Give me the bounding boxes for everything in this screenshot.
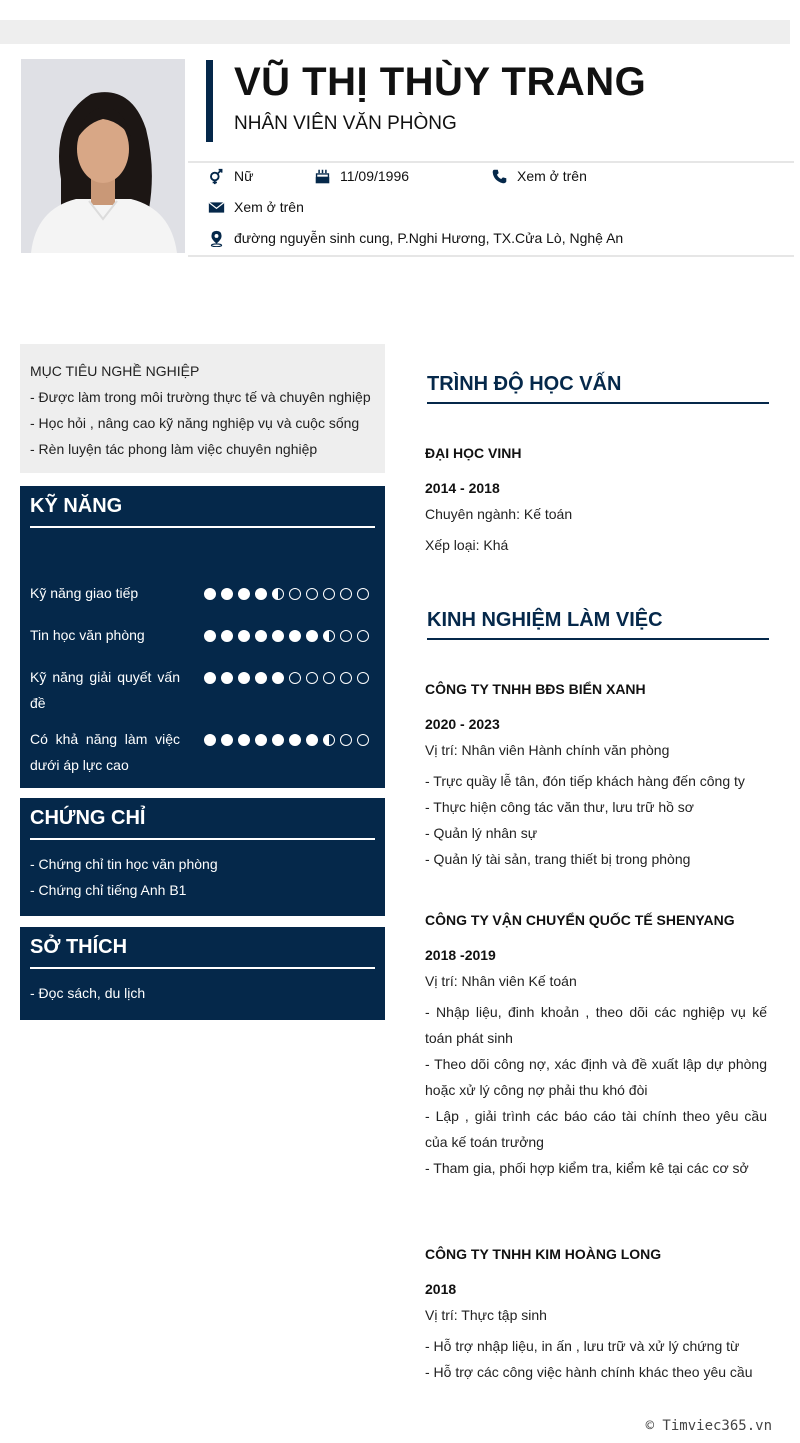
job-position: Vị trí: Nhân viên Hành chính văn phòng (425, 742, 670, 758)
rating-dot (272, 734, 284, 746)
hobbies-panel (20, 927, 385, 1020)
rating-dot (289, 672, 301, 684)
gender-icon (206, 167, 226, 185)
contact-birthday (312, 167, 409, 185)
certificates-panel (20, 798, 385, 916)
rating-dot (238, 630, 250, 642)
phone-icon (489, 167, 509, 185)
footer-copyright[interactable]: © Timviec365.vn (645, 1418, 772, 1434)
gender-value: Nữ (234, 168, 254, 184)
rating-dot (306, 672, 318, 684)
rating-dot (238, 734, 250, 746)
rating-dot (204, 588, 216, 600)
skill-rating (204, 734, 369, 746)
rating-dot (340, 734, 352, 746)
job-title: NHÂN VIÊN VĂN PHÒNG (234, 113, 457, 134)
objective-title: MỤC TIÊU NGHỀ NGHIỆP (30, 363, 200, 379)
name-accent-bar (206, 60, 213, 142)
hobbies-title: SỞ THÍCH (30, 927, 375, 969)
objective-line: - Rèn luyện tác phong làm việc chuyên nghiệp (30, 441, 318, 457)
certificates-title: CHỨNG CHỈ (30, 798, 375, 840)
address-value: đường nguyễn sinh cung, P.Nghi Hương, TX.Cửa Lò, Nghệ An (234, 230, 624, 246)
skill-rating (204, 672, 369, 684)
rating-dot (204, 630, 216, 642)
phone-value: Xem ở trên (517, 168, 587, 184)
rating-dot (255, 630, 267, 642)
contact-gender (206, 167, 253, 185)
objective-line: - Được làm trong môi trường thực tế và chuyên nghiệp (30, 389, 371, 405)
job-company: CÔNG TY VẬN CHUYỂN QUỐC TẾ SHENYANG (425, 912, 735, 928)
rating-dot (289, 734, 301, 746)
job-period: 2020 - 2023 (425, 716, 500, 732)
job-position: Vị trí: Thực tập sinh (425, 1307, 547, 1323)
rating-dot (204, 734, 216, 746)
education-major: Chuyên ngành: Kế toán (425, 506, 573, 522)
hobby-item: - Đọc sách, du lịch (30, 985, 146, 1001)
profile-photo (21, 59, 185, 253)
rating-dot (204, 672, 216, 684)
job-duty: - Hỗ trợ nhập liệu, in ấn , lưu trữ và xử lý chứng từ (425, 1338, 740, 1354)
rating-dot (323, 588, 335, 600)
rating-dot (306, 588, 318, 600)
birthday-cake-icon (312, 167, 332, 185)
job-duty: - Hỗ trợ các công việc hành chính khác theo yêu cầu (425, 1364, 753, 1380)
skills-title: KỸ NĂNG (30, 486, 375, 528)
rating-dot (289, 588, 301, 600)
certificate-item: - Chứng chỉ tin học văn phòng (30, 856, 218, 872)
rating-dot (255, 734, 267, 746)
contact-phone (489, 167, 587, 185)
top-bar (0, 20, 790, 44)
candidate-name: VŨ THỊ THÙY TRANG (234, 60, 647, 104)
job-duty: - Thực hiện công tác văn thư, lưu trữ hồ sơ (425, 799, 694, 815)
rating-dot (340, 630, 352, 642)
rating-dot (357, 734, 369, 746)
rating-dot (272, 672, 284, 684)
rating-dot (357, 672, 369, 684)
rating-dot (221, 630, 233, 642)
rating-dot (289, 630, 301, 642)
rating-dot (306, 734, 318, 746)
skill-name: Tin học văn phòng (30, 627, 145, 643)
portrait-image (21, 59, 185, 253)
rating-dot (323, 630, 335, 642)
job-company: CÔNG TY TNHH KIM HOÀNG LONG (425, 1246, 662, 1262)
job-duty: - Theo dõi công nợ, xác định và đề xuất lập dự phòng hoặc xử lý công nợ phải thu khó đòi (425, 1056, 767, 1098)
education-grade: Xếp loại: Khá (425, 537, 509, 553)
rating-dot (272, 630, 284, 642)
rating-dot (357, 630, 369, 642)
education-period: 2014 - 2018 (425, 480, 500, 496)
objective-line: - Học hỏi , nâng cao kỹ năng nghiệp vụ và cuộc sống (30, 415, 360, 431)
rating-dot (357, 588, 369, 600)
envelope-icon (206, 198, 226, 216)
rating-dot (255, 588, 267, 600)
job-position: Vị trí: Nhân viên Kế toán (425, 973, 577, 989)
rating-dot (255, 672, 267, 684)
skill-rating (204, 588, 369, 600)
rating-dot (238, 672, 250, 684)
skill-name: Có khả năng làm việc dưới áp lực cao (30, 731, 180, 773)
contact-email (206, 198, 304, 216)
skill-name: Kỹ năng giao tiếp (30, 585, 139, 601)
job-duty: - Quản lý tài sản, trang thiết bị trong phòng (425, 851, 691, 867)
education-title: TRÌNH ĐỘ HỌC VẤN (427, 373, 769, 404)
job-duty: - Trực quầy lễ tân, đón tiếp khách hàng đến công ty (425, 773, 745, 789)
rating-dot (221, 672, 233, 684)
job-duty: - Quản lý nhân sự (425, 825, 538, 841)
job-duty: - Lập , giải trình các báo cáo tài chính theo yêu cầu của kế toán trưởng (425, 1108, 767, 1150)
email-value: Xem ở trên (234, 199, 304, 215)
skill-rating (204, 630, 369, 642)
rating-dot (340, 672, 352, 684)
birthday-value: 11/09/1996 (340, 168, 410, 184)
skills-panel (20, 486, 385, 788)
rating-dot (221, 588, 233, 600)
rating-dot (306, 630, 318, 642)
job-duty: - Nhập liệu, đinh khoản , theo dõi các nghiệp vụ kế toán phát sinh (425, 1004, 767, 1046)
rating-dot (221, 734, 233, 746)
rating-dot (323, 672, 335, 684)
certificate-item: - Chứng chỉ tiếng Anh B1 (30, 882, 187, 898)
job-period: 2018 (425, 1281, 457, 1297)
career-objective (20, 344, 385, 473)
job-period: 2018 -2019 (425, 947, 496, 963)
job-company: CÔNG TY TNHH BĐS BIỂN XANH (425, 681, 646, 697)
job-duty: - Tham gia, phối hợp kiểm tra, kiểm kê tại các cơ sở (425, 1160, 749, 1176)
contact-address (206, 229, 623, 247)
experience-title: KINH NGHIỆM LÀM VIỆC (427, 609, 769, 640)
rating-dot (340, 588, 352, 600)
rating-dot (323, 734, 335, 746)
rating-dot (272, 588, 284, 600)
rating-dot (238, 588, 250, 600)
skill-name: Kỹ năng giải quyết vấn đề (30, 669, 180, 711)
map-pin-icon (206, 229, 226, 247)
school-name: ĐẠI HỌC VINH (425, 445, 522, 461)
